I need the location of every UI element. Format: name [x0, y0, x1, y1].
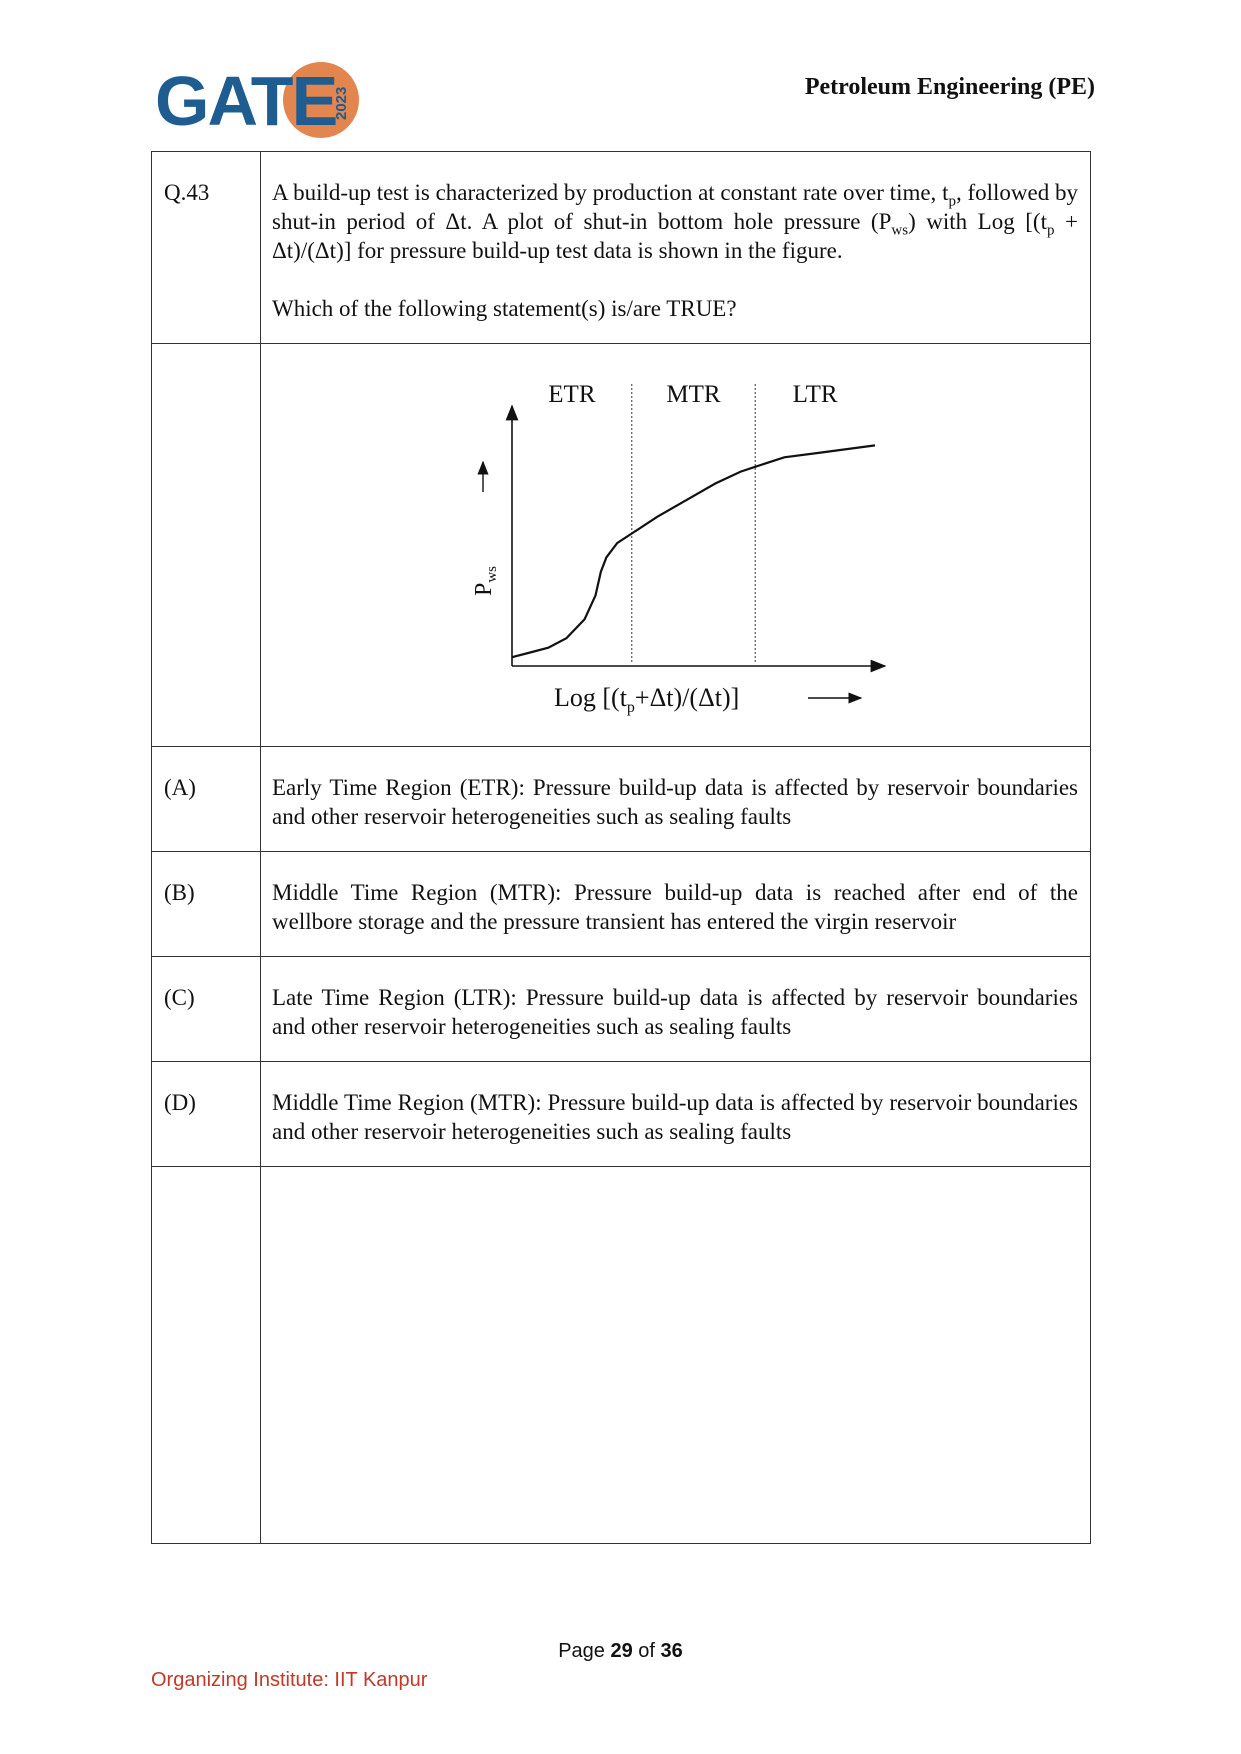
stem-part4: + Δt)/(Δt)] for pressure build-up test data is shown in the figure.: [272, 209, 1078, 263]
page-total: 36: [660, 1640, 683, 1662]
option-d-text: Middle Time Region (MTR): Pressure build-up data is affected by reservoir boundaries and other reservoir heterogeneities such as sealing faults: [261, 1062, 1091, 1167]
question-table: [151, 151, 1091, 1544]
stem-part1: A build-up test is characterized by production at constant rate over time, t: [272, 180, 949, 205]
option-row-a[interactable]: [152, 747, 1091, 852]
organizing-institute: Organizing Institute: IIT Kanpur: [151, 1669, 428, 1691]
gate-logo: [155, 56, 365, 146]
page-prefix: Page: [558, 1640, 611, 1662]
option-c-text: Late Time Region (LTR): Pressure build-up data is affected by reservoir boundaries and other reservoir heterogeneities such as sealing faults: [261, 957, 1091, 1062]
region-label-ltr: LTR: [792, 381, 838, 408]
question-row: [152, 152, 1091, 344]
logo-text: GATE: [155, 62, 337, 140]
region-boundaries: [632, 384, 755, 664]
option-b-label: (B): [152, 852, 261, 957]
subject-title: Petroleum Engineering (PE): [804, 74, 1095, 100]
region-labels: [548, 381, 838, 408]
x-axis-label: Log $[(t_p+\Delta t)/(\Delta t)]$: [554, 683, 740, 716]
region-label-mtr: MTR: [666, 381, 721, 408]
page-current: 29: [610, 1640, 633, 1662]
figure-row: [152, 344, 1091, 747]
stem-part3: ) with Log [(t: [908, 209, 1047, 234]
blank-cell-right: [261, 1167, 1091, 1544]
figure-spacer: [152, 344, 261, 747]
pressure-curve: [512, 445, 875, 657]
option-row-b[interactable]: [152, 852, 1091, 957]
figure-cell: [261, 344, 1091, 747]
page-of: of: [632, 1640, 661, 1662]
blank-cell-left: [152, 1167, 261, 1544]
option-b-text: Middle Time Region (MTR): Pressure build-up data is reached after end of the wellbore storage and the pressure transient has entered the virgin reservoir: [261, 852, 1091, 957]
question-prompt: Which of the following statement(s) is/are TRUE?: [272, 296, 737, 321]
option-c-label: (C): [152, 957, 261, 1062]
logo-year: 2023: [333, 86, 350, 120]
stem-part2: , followed by shut-in period of Δt. A plot of shut-in bottom hole pressure (P: [272, 180, 1078, 234]
blank-work-row: [152, 1167, 1091, 1544]
stem-sub-ws: ws: [891, 222, 909, 239]
option-row-c[interactable]: [152, 957, 1091, 1062]
option-d-label: (D): [152, 1062, 261, 1167]
stem-sub-p: p: [948, 193, 956, 210]
option-a-text: Early Time Region (ETR): Pressure build-up data is affected by reservoir boundaries and other reservoir heterogeneities such as sealing faults: [261, 747, 1091, 852]
y-axis-label-text: $P_{ws}$: [471, 565, 500, 597]
question-stem: [261, 152, 1091, 344]
region-label-etr: ETR: [548, 381, 596, 408]
y-axis-label: [471, 566, 500, 596]
pressure-buildup-chart: [261, 344, 1104, 746]
page-number: [0, 1640, 1241, 1663]
option-row-d[interactable]: [152, 1062, 1091, 1167]
stem-sub-p2: p: [1046, 222, 1055, 239]
question-number: Q.43: [152, 152, 261, 344]
option-a-label: (A): [152, 747, 261, 852]
